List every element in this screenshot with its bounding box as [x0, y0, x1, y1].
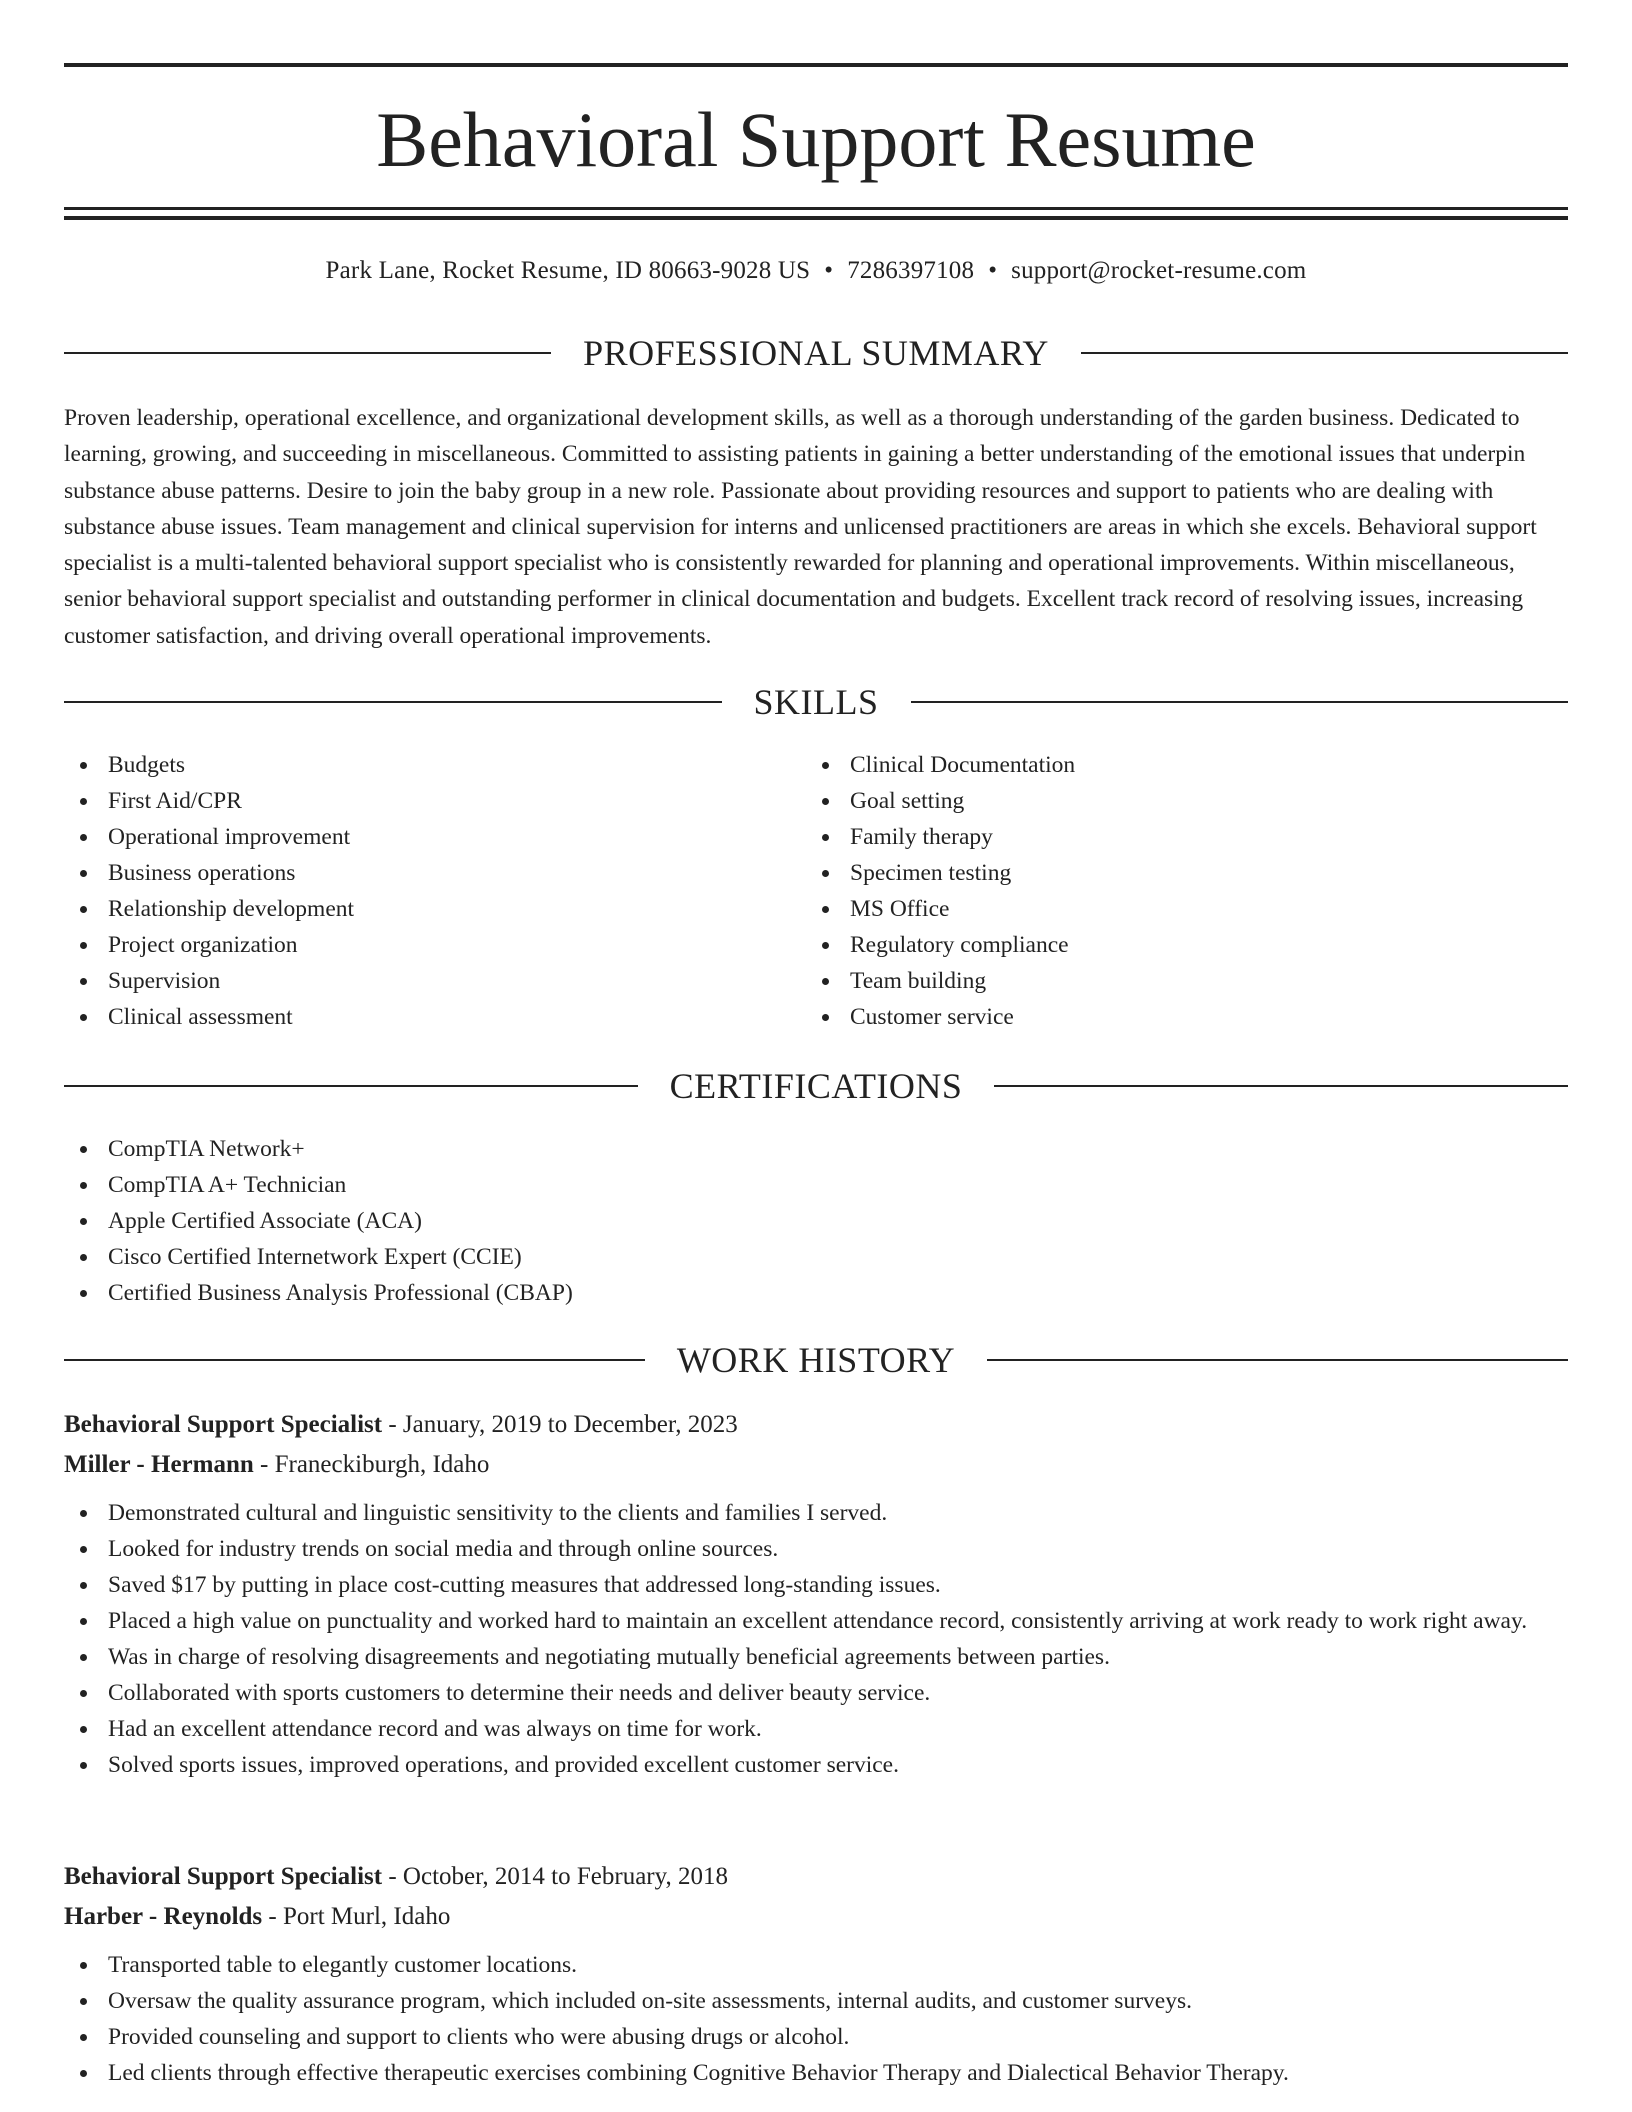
certification-item: Certified Business Analysis Professional (CBAP) [64, 1275, 1564, 1311]
skill-item: Family therapy [806, 819, 1566, 855]
job-bullet: Provided counseling and support to clients who were abusing drugs or alcohol. [64, 2019, 1568, 2055]
job-bullet: Oversaw the quality assurance program, which included on-site assessments, internal audits, and customer surveys. [64, 1983, 1568, 2019]
heading-rule-left [64, 1085, 638, 1087]
heading-rule-right [994, 1085, 1568, 1087]
certifications-list [64, 1131, 1564, 1311]
job-bullet: Had an excellent attendance record and was always on time for work. [64, 1711, 1568, 1747]
heading-rule-right [1081, 352, 1568, 354]
job-bullet: Demonstrated cultural and linguistic sensitivity to the clients and families I served. [64, 1495, 1568, 1531]
job-dates: - October, 2014 to February, 2018 [382, 1863, 729, 1890]
job-location: - Port Murl, Idaho [262, 1903, 451, 1930]
job-bullet: Looked for industry trends on social media and through online sources. [64, 1531, 1568, 1567]
certification-item: Apple Certified Associate (ACA) [64, 1203, 1564, 1239]
contact-separator: • [988, 257, 998, 284]
section-title: WORK HISTORY [676, 1340, 956, 1380]
contact-email: support@rocket-resume.com [1011, 257, 1307, 284]
job-entry [64, 1857, 1568, 2091]
skill-item: Operational improvement [64, 819, 764, 855]
job-title-line [64, 1857, 1568, 1897]
header-double-rule [64, 207, 1568, 220]
certification-item: CompTIA Network+ [64, 1131, 1564, 1167]
certification-item: Cisco Certified Internetwork Expert (CCIE) [64, 1239, 1564, 1275]
skill-item: MS Office [806, 891, 1566, 927]
skill-item: Project organization [64, 927, 764, 963]
heading-rule-right [987, 1359, 1568, 1361]
skill-item: Specimen testing [806, 855, 1566, 891]
job-bullets [64, 1495, 1568, 1783]
job-bullet: Transported table to elegantly customer locations. [64, 1947, 1568, 1983]
job-bullet: Placed a high value on punctuality and worked hard to maintain an excellent attendance record, consistently arriving at work ready to work right away. [64, 1603, 1568, 1639]
skills-list-left [64, 747, 764, 1035]
job-company: Harber - Reynolds [64, 1903, 263, 1930]
section-heading-work-history [64, 1338, 1568, 1382]
section-title: CERTIFICATIONS [669, 1066, 963, 1106]
heading-rule-left [64, 352, 551, 354]
job-title-line [64, 1405, 1568, 1445]
contact-separator: • [824, 257, 834, 284]
section-heading-skills [64, 680, 1568, 724]
section-heading-certifications [64, 1064, 1568, 1108]
skill-item: Relationship development [64, 891, 764, 927]
skill-item: Budgets [64, 747, 764, 783]
heading-rule-left [64, 1359, 645, 1361]
section-heading-summary [64, 331, 1568, 375]
skill-item: First Aid/CPR [64, 783, 764, 819]
job-title: Behavioral Support Specialist [64, 1863, 383, 1890]
contact-phone: 7286397108 [847, 257, 975, 284]
skill-item: Team building [806, 963, 1566, 999]
header-top-rule [64, 63, 1568, 67]
heading-rule-right [911, 701, 1569, 703]
job-location: - Franeckiburgh, Idaho [253, 1451, 490, 1478]
skill-item: Supervision [64, 963, 764, 999]
heading-rule-left [64, 701, 722, 703]
skill-item: Goal setting [806, 783, 1566, 819]
job-bullets [64, 1947, 1568, 2091]
job-bullet: Was in charge of resolving disagreements and negotiating mutually beneficial agreements between parties. [64, 1639, 1568, 1675]
job-bullet: Saved $17 by putting in place cost-cutting measures that addressed long-standing issues. [64, 1567, 1568, 1603]
skill-item: Clinical Documentation [806, 747, 1566, 783]
section-title: PROFESSIONAL SUMMARY [583, 333, 1049, 373]
skill-item: Clinical assessment [64, 999, 764, 1035]
skills-list-right [806, 747, 1566, 1035]
contact-address: Park Lane, Rocket Resume, ID 80663-9028 US [325, 257, 811, 284]
certification-item: CompTIA A+ Technician [64, 1167, 1564, 1203]
job-company-line [64, 1897, 1568, 1937]
job-bullet: Led clients through effective therapeutic exercises combining Cognitive Behavior Therapy and Dialectical Behavior Therapy. [64, 2055, 1568, 2091]
skill-item: Business operations [64, 855, 764, 891]
contact-line [64, 254, 1568, 288]
section-title: SKILLS [753, 682, 879, 722]
job-title: Behavioral Support Specialist [64, 1411, 383, 1438]
resume-title: Behavioral Support Resume [376, 96, 1256, 183]
job-company: Miller - Hermann [64, 1451, 254, 1478]
job-bullet: Solved sports issues, improved operations, and provided excellent customer service. [64, 1747, 1568, 1783]
job-bullet: Collaborated with sports customers to determine their needs and deliver beauty service. [64, 1675, 1568, 1711]
job-company-line [64, 1445, 1568, 1485]
skill-item: Regulatory compliance [806, 927, 1566, 963]
summary-text: Proven leadership, operational excellence, and organizational development skills, as well as a thorough understanding of the garden business. Dedicated to learning, growing, and succeeding in miscellaneous. Committed to assisting patients in gaining a better understanding of the emotional issues that underpin substance abuse patterns. Desire to join the baby group in a new role. Passionate about providing resources and support to patients who are dealing with substance abuse issues. Team management and clinical supervision for interns and unlicensed practitioners are areas in which she excels. Behavioral support specialist is a multi-talented behavioral support specialist who is consistently rewarded for planning and operational improvements. Within miscellaneous, senior behavioral support specialist and outstanding performer in clinical documentation and budgets. Excellent track record of resolving issues, increasing customer satisfaction, and driving overall operational improvements. [64, 405, 1537, 649]
skill-item: Customer service [806, 999, 1566, 1035]
job-dates: - January, 2019 to December, 2023 [382, 1411, 738, 1438]
job-entry [64, 1405, 1568, 1783]
